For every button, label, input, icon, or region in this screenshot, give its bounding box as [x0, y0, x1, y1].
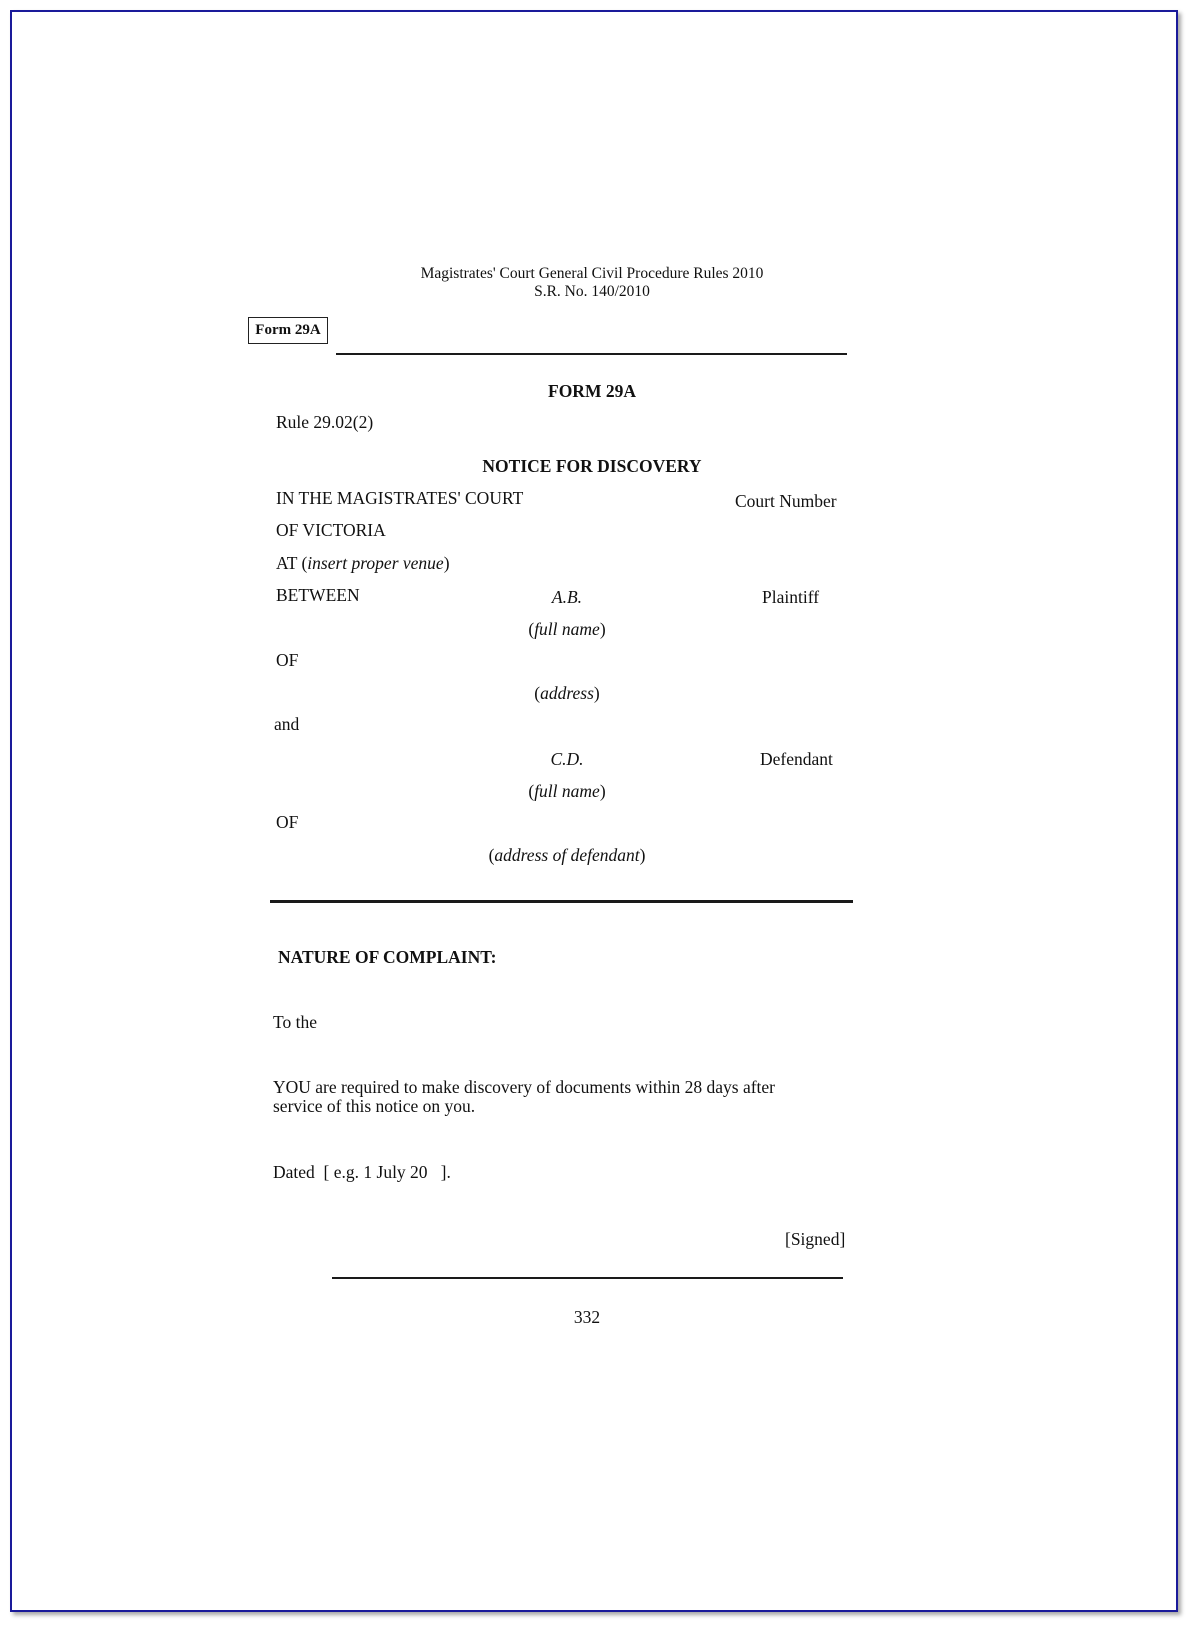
venue-line: AT (insert proper venue) — [276, 553, 450, 573]
requirement-line-1: YOU are required to make discovery of documents within 28 days after — [273, 1077, 775, 1097]
court-name-line2: OF VICTORIA — [276, 520, 386, 540]
rules-title: Magistrates' Court General Civil Procedure Rules 2010 — [420, 265, 764, 282]
defendant-name: C.D. — [550, 749, 584, 769]
defendant-address-hint: (address of defendant) — [488, 845, 646, 865]
defendant-role: Defendant — [760, 749, 833, 769]
nature-of-complaint-heading: NATURE OF COMPLAINT: — [278, 947, 497, 967]
signed-placeholder: [Signed] — [785, 1229, 846, 1249]
requirement-paragraph — [273, 1078, 775, 1116]
statutory-rule-number: S.R. No. 140/2010 — [534, 283, 650, 300]
page-frame — [10, 10, 1178, 1612]
court-name-line1: IN THE MAGISTRATES' COURT — [276, 488, 524, 508]
dated-line: Dated [ e.g. 1 July 20 ]. — [273, 1162, 451, 1182]
plaintiff-of-label: OF — [276, 650, 299, 670]
requirement-line-2: service of this notice on you. — [273, 1096, 476, 1116]
form-title: FORM 29A — [548, 381, 636, 401]
rule-reference: Rule 29.02(2) — [276, 412, 374, 432]
court-number-label: Court Number — [735, 491, 837, 511]
and-label: and — [274, 714, 300, 734]
notice-title: NOTICE FOR DISCOVERY — [482, 456, 702, 476]
form-tag-box: Form 29A — [248, 317, 328, 344]
page-number: 332 — [573, 1307, 601, 1327]
plaintiff-address-hint: (address) — [534, 683, 600, 703]
defendant-of-label: OF — [276, 812, 299, 832]
signature-rule — [332, 1277, 843, 1279]
plaintiff-name: A.B. — [551, 587, 583, 607]
defendant-fullname-hint: (full name) — [528, 781, 606, 801]
section-divider — [270, 900, 853, 903]
plaintiff-fullname-hint: (full name) — [528, 619, 606, 639]
header-rule — [336, 353, 847, 355]
addressee-line: To the — [273, 1012, 317, 1032]
between-label: BETWEEN — [276, 585, 360, 605]
plaintiff-role: Plaintiff — [762, 587, 820, 607]
